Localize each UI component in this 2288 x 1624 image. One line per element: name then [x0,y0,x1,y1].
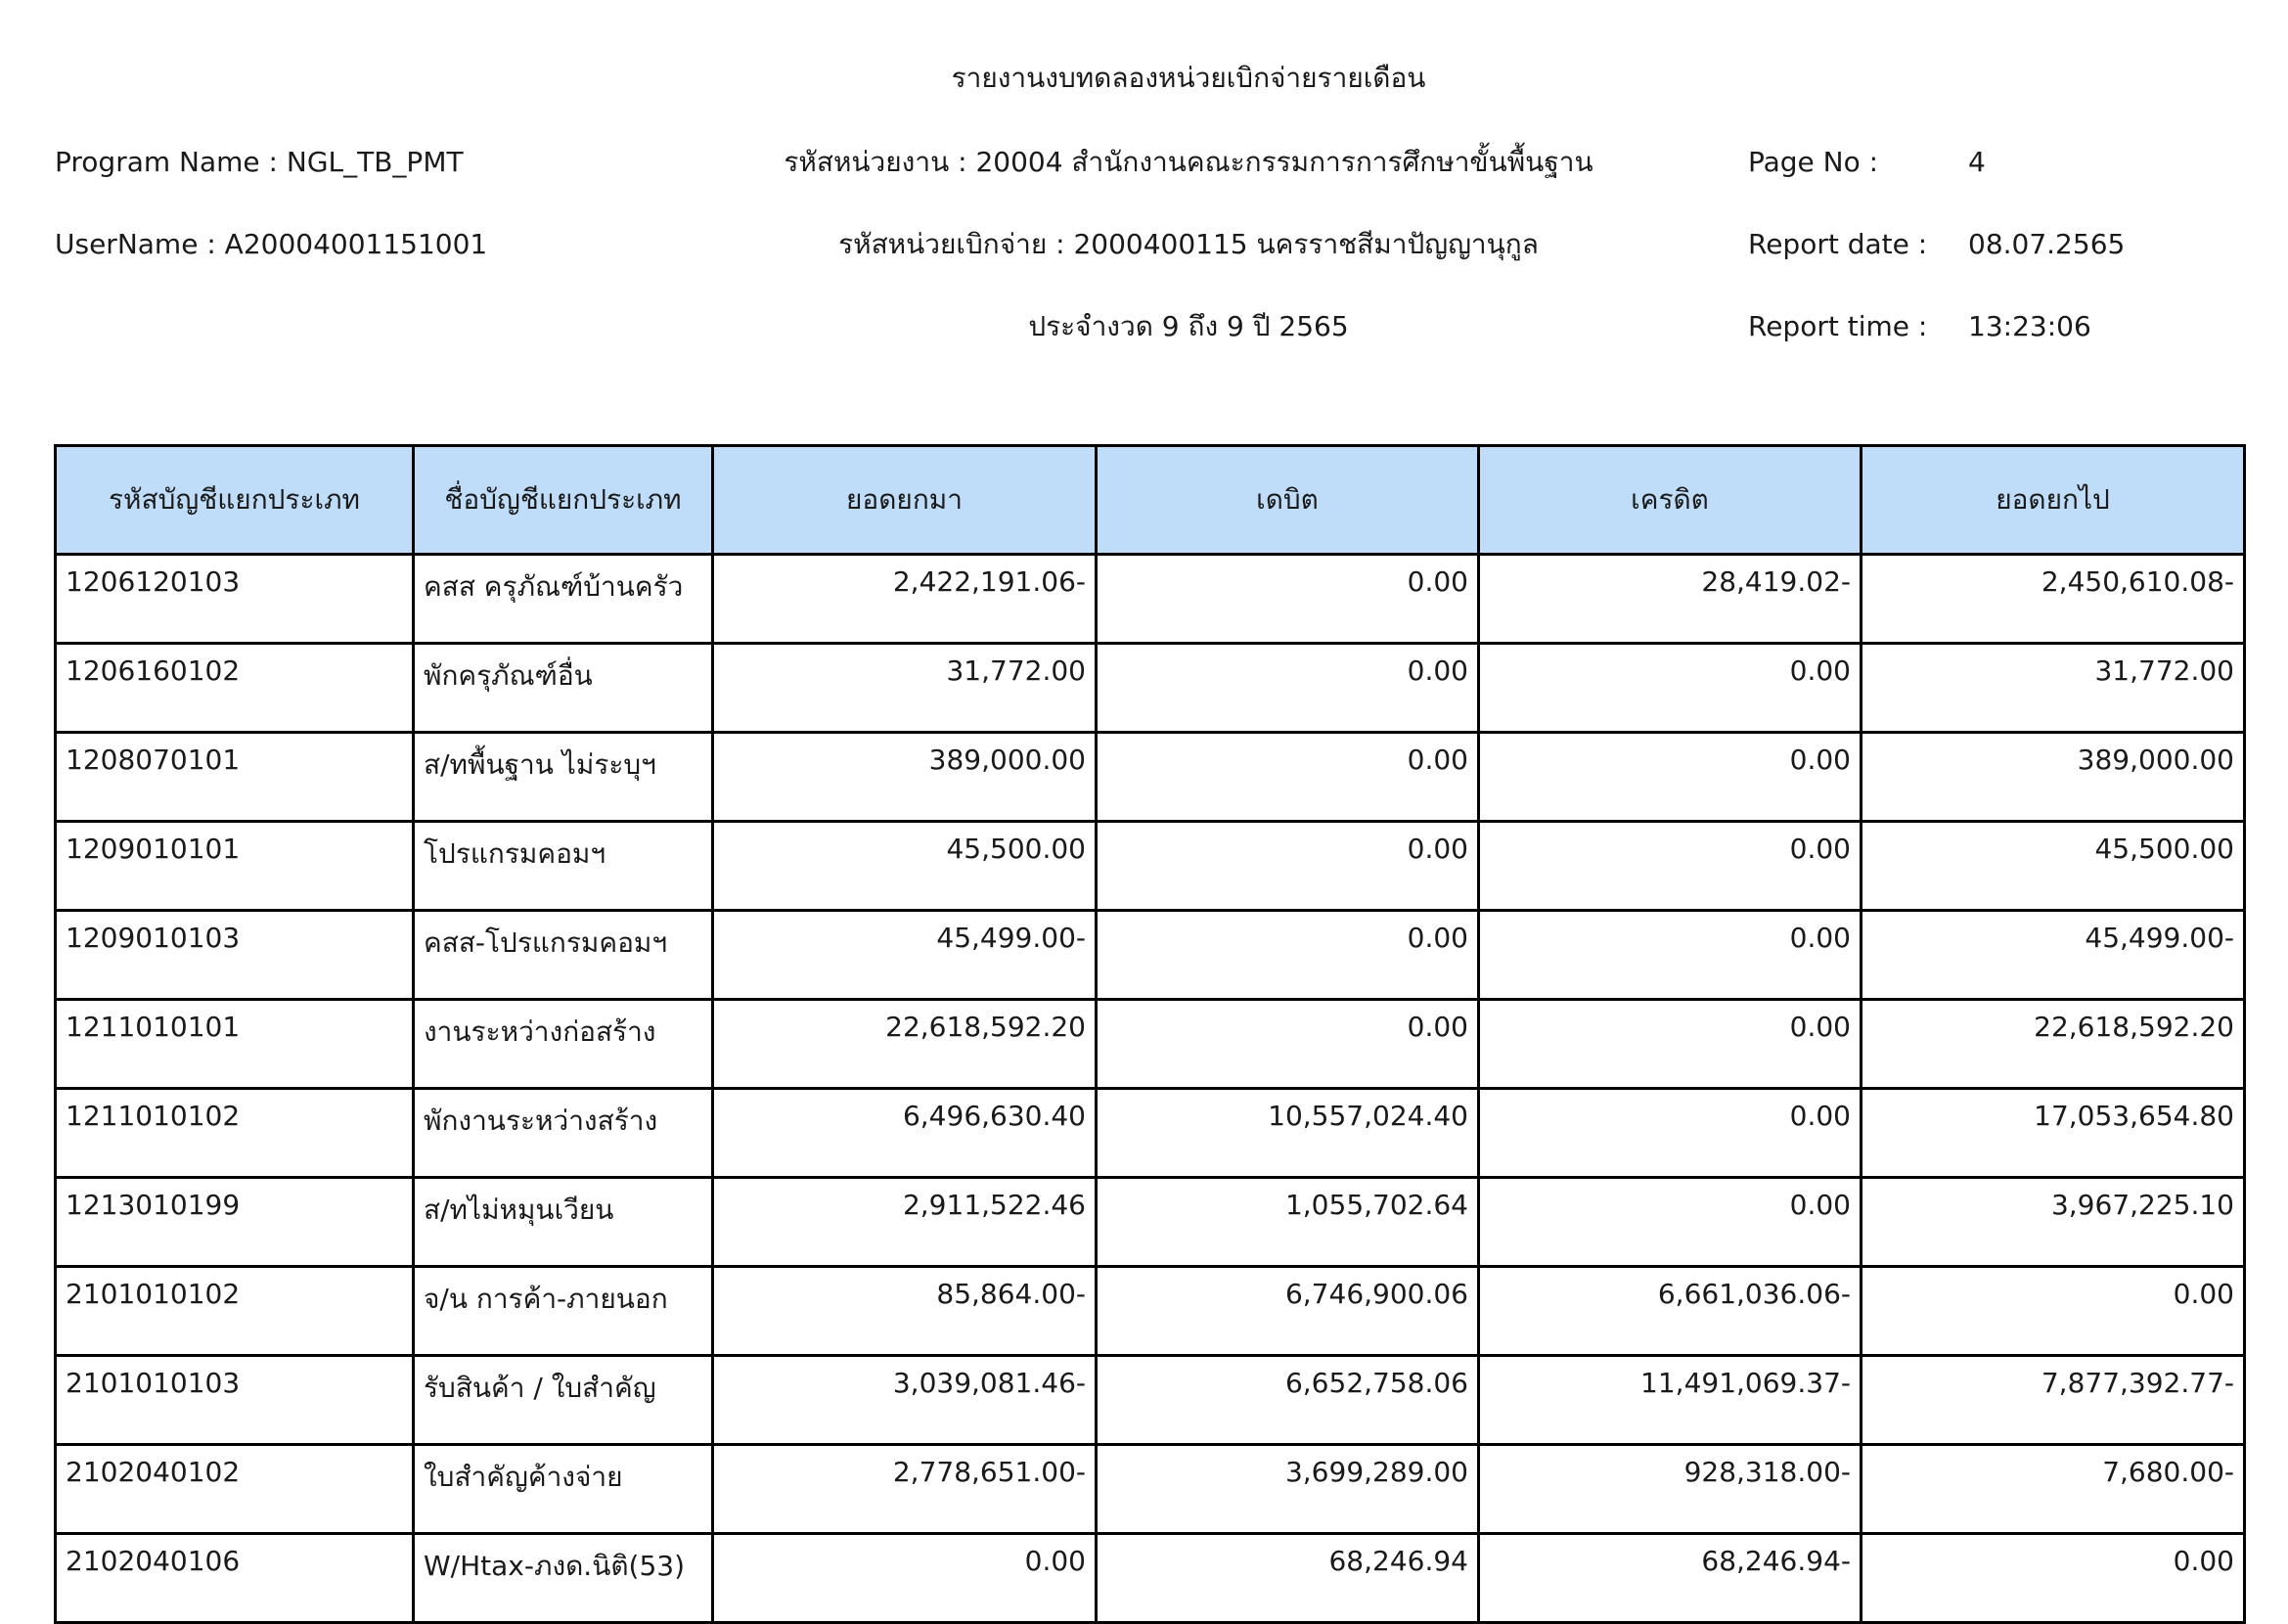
opening-balance-cell: 31,772.00 [713,644,1097,733]
closing-balance-cell: 7,877,392.77- [1862,1356,2245,1445]
account-name-cell: พักครุภัณฑ์อื่น [414,644,713,733]
user-name: UserName : A20004001151001 [55,228,488,260]
credit-cell: 68,246.94- [1479,1534,1862,1623]
opening-balance-cell: 45,500.00 [713,822,1097,911]
table-row [56,1000,2245,1089]
credit-cell: 0.00 [1479,1000,1862,1089]
opening-balance-cell: 22,618,592.20 [713,1000,1097,1089]
closing-balance-cell: 17,053,654.80 [1862,1089,2245,1178]
report-period: ประจำงวด 9 ถึง 9 ปี 2565 [1028,310,1349,342]
closing-balance-cell: 7,680.00- [1862,1445,2245,1534]
debit-cell: 3,699,289.00 [1097,1445,1479,1534]
report-time-value: 13:23:06 [1968,310,2091,342]
closing-balance-cell: 45,499.00- [1862,911,2245,1000]
account-code-cell: 1206120103 [56,555,414,644]
account-code-cell: 2101010102 [56,1267,414,1356]
opening-balance-cell: 6,496,630.40 [713,1089,1097,1178]
account-code-cell: 2102040102 [56,1445,414,1534]
closing-balance-cell: 2,450,610.08- [1862,555,2245,644]
trial-balance-table [54,444,2246,1624]
credit-cell: 0.00 [1479,911,1862,1000]
account-code-cell: 2101010103 [56,1356,414,1445]
debit-cell: 10,557,024.40 [1097,1089,1479,1178]
agency-code: รหัสหน่วยงาน : 20004 สำนักงานคณะกรรมการการศึกษาขั้นพื้นฐาน [784,146,1593,178]
column-header-debit: เดบิต [1097,446,1479,555]
report-date-label: Report date : [1748,228,1928,260]
table-row [56,1089,2245,1178]
account-code-cell: 2102040106 [56,1534,414,1623]
opening-balance-cell: 389,000.00 [713,733,1097,822]
account-name-cell: รับสินค้า / ใบสำคัญ [414,1356,713,1445]
closing-balance-cell: 3,967,225.10 [1862,1178,2245,1267]
opening-balance-cell: 2,422,191.06- [713,555,1097,644]
account-name-cell: ส/ทไม่หมุนเวียน [414,1178,713,1267]
closing-balance-cell: 22,618,592.20 [1862,1000,2245,1089]
debit-cell: 0.00 [1097,911,1479,1000]
column-header-closing-balance: ยอดยกไป [1862,446,2245,555]
column-header-account-name: ชื่อบัญชีแยกประเภท [414,446,713,555]
debit-cell: 0.00 [1097,644,1479,733]
account-name-cell: คสส-โปรแกรมคอมฯ [414,911,713,1000]
closing-balance-cell: 0.00 [1862,1534,2245,1623]
report-date-value: 08.07.2565 [1968,228,2126,260]
credit-cell: 928,318.00- [1479,1445,1862,1534]
opening-balance-cell: 85,864.00- [713,1267,1097,1356]
account-name-cell: คสส ครุภัณฑ์บ้านครัว [414,555,713,644]
table-row [56,733,2245,822]
opening-balance-cell: 0.00 [713,1534,1097,1623]
opening-balance-cell: 2,911,522.46 [713,1178,1097,1267]
table-row [56,1267,2245,1356]
account-name-cell: ใบสำคัญค้างจ่าย [414,1445,713,1534]
column-header-credit: เครดิต [1479,446,1862,555]
closing-balance-cell: 389,000.00 [1862,733,2245,822]
account-name-cell: W/Htax-ภงด.นิติ(53) [414,1534,713,1623]
debit-cell: 68,246.94 [1097,1534,1479,1623]
account-code-cell: 1208070101 [56,733,414,822]
table-row [56,644,2245,733]
closing-balance-cell: 45,500.00 [1862,822,2245,911]
account-name-cell: พักงานระหว่างสร้าง [414,1089,713,1178]
disbursing-unit: รหัสหน่วยเบิกจ่าย : 2000400115 นครราชสีมาปัญญานุกูล [838,228,1539,260]
debit-cell: 1,055,702.64 [1097,1178,1479,1267]
account-name-cell: จ/น การค้า-ภายนอก [414,1267,713,1356]
account-code-cell: 1213010199 [56,1178,414,1267]
program-name: Program Name : NGL_TB_PMT [55,146,464,178]
column-header-opening-balance: ยอดยกมา [713,446,1097,555]
account-name-cell: งานระหว่างก่อสร้าง [414,1000,713,1089]
credit-cell: 6,661,036.06- [1479,1267,1862,1356]
page-no-label: Page No : [1748,146,1879,178]
table-row [56,911,2245,1000]
closing-balance-cell: 31,772.00 [1862,644,2245,733]
table-row [56,555,2245,644]
account-code-cell: 1206160102 [56,644,414,733]
report-title: รายงานงบทดลองหน่วยเบิกจ่ายรายเดือน [951,62,1426,94]
opening-balance-cell: 45,499.00- [713,911,1097,1000]
closing-balance-cell: 0.00 [1862,1267,2245,1356]
debit-cell: 0.00 [1097,1000,1479,1089]
table-header-row [56,446,2245,555]
column-header-account-code: รหัสบัญชีแยกประเภท [56,446,414,555]
account-name-cell: โปรแกรมคอมฯ [414,822,713,911]
account-code-cell: 1209010103 [56,911,414,1000]
debit-cell: 0.00 [1097,555,1479,644]
opening-balance-cell: 3,039,081.46- [713,1356,1097,1445]
account-code-cell: 1211010102 [56,1089,414,1178]
opening-balance-cell: 2,778,651.00- [713,1445,1097,1534]
debit-cell: 6,746,900.06 [1097,1267,1479,1356]
credit-cell: 0.00 [1479,733,1862,822]
table-row [56,1445,2245,1534]
table-row [56,822,2245,911]
table-row [56,1534,2245,1623]
credit-cell: 0.00 [1479,644,1862,733]
debit-cell: 6,652,758.06 [1097,1356,1479,1445]
credit-cell: 11,491,069.37- [1479,1356,1862,1445]
credit-cell: 0.00 [1479,1178,1862,1267]
report-time-label: Report time : [1748,310,1928,342]
account-name-cell: ส/ทพื้นฐาน ไม่ระบุฯ [414,733,713,822]
credit-cell: 28,419.02- [1479,555,1862,644]
table-row [56,1356,2245,1445]
credit-cell: 0.00 [1479,822,1862,911]
debit-cell: 0.00 [1097,733,1479,822]
account-code-cell: 1209010101 [56,822,414,911]
account-code-cell: 1211010101 [56,1000,414,1089]
table-row [56,1178,2245,1267]
page-no-value: 4 [1968,146,1986,178]
debit-cell: 0.00 [1097,822,1479,911]
credit-cell: 0.00 [1479,1089,1862,1178]
